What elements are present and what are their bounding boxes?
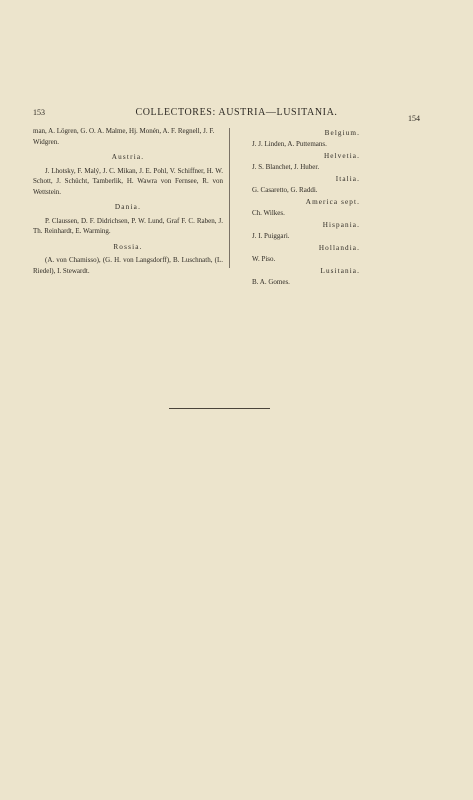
section-text-america-sept: Ch. Wilkes. <box>252 208 285 217</box>
section-text-belgium: J. J. Linden, A. Puttemans. <box>252 139 327 148</box>
running-head-title: COLLECTORES: AUSTRIA—LUSITANIA. <box>135 107 338 118</box>
section-heading-italia: Italia. <box>335 175 360 183</box>
section-text-italia: G. Casaretto, G. Raddi. <box>252 185 318 194</box>
section-heading-hollandia: Hollandia. <box>318 244 360 252</box>
section-heading-rossia: Rossia. <box>113 242 143 251</box>
section-heading-america-sept: America sept. <box>305 198 360 206</box>
section-text-austria: J. Lhotsky, F. Malý, J. C. Mikan, J. E. Pohl, V. Schiffner, H. W. Schott, J. Schücht, Tamberlik, H. Wawra von Fernsee, R. von Wettstein. <box>33 166 223 196</box>
section-text-hollandia: W. Piso. <box>252 254 276 263</box>
section-text-lusitania: B. A. Gomes. <box>252 277 290 286</box>
section-heading-hispania: Hispania. <box>322 221 360 229</box>
section-heading-dania: Dania. <box>114 203 142 211</box>
page-number-left: 153 <box>33 108 45 117</box>
section-end-rule <box>169 408 270 409</box>
page-number-right: 154 <box>408 114 420 123</box>
section-text-helvetia: J. S. Blanchet, J. Huber. <box>252 162 320 171</box>
section-text-rossia: (A. von Chamisso), (G. H. von Langsdorff), B. Luschnath, (L. Riedel), I. Stewardt. <box>33 256 223 275</box>
section-heading-austria: Austria. <box>111 153 145 161</box>
continuation-text: man, A. Lögren, G. O. A. Malme, Hj. Monén, A. F. Regnell, J. F. Widgren. <box>33 127 215 146</box>
section-heading-helvetia: Helvetia. <box>323 152 360 160</box>
section-heading-lusitania: Lusitania. <box>320 267 360 275</box>
section-heading-belgium: Belgium. <box>324 129 360 137</box>
section-text-hispania: J. I. Puiggari. <box>252 231 290 240</box>
left-column <box>33 126 223 276</box>
section-text-dania: P. Claussen, D. F. Didrichsen, P. W. Lund, Graf F. C. Raben, J. Th. Reinhardt, E. Warming. <box>33 216 223 235</box>
column-divider <box>229 128 230 268</box>
right-column <box>252 126 360 287</box>
